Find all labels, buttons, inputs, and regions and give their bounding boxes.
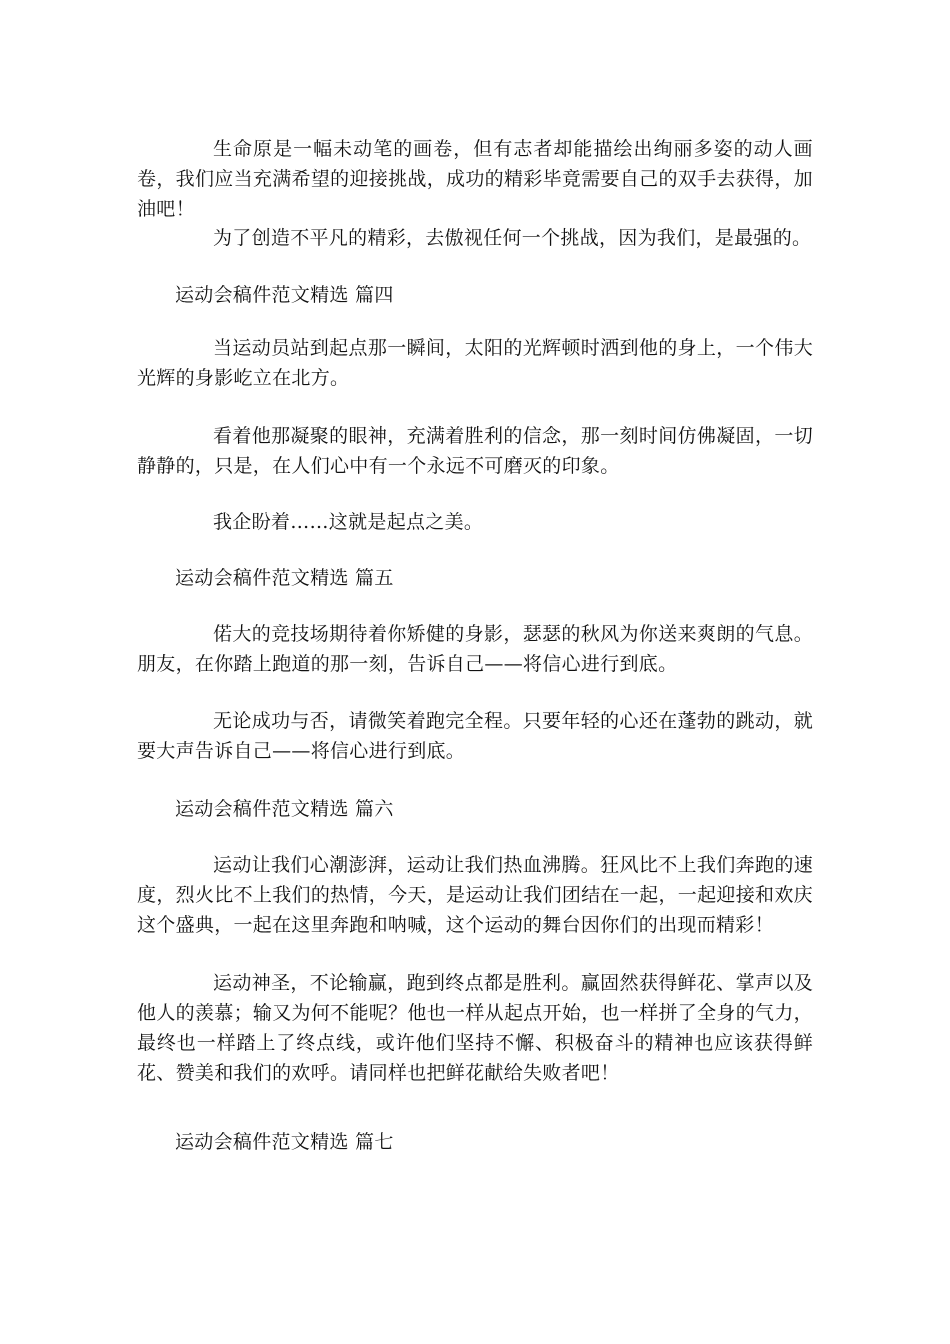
paragraph-3: 当运动员站到起点那一瞬间，太阳的光辉顿时洒到他的身上，一个伟大光辉的身影屹立在北方。 bbox=[137, 337, 813, 389]
paragraph-4: 看着他那凝聚的眼神，充满着胜利的信念，那一刻时间仿佛凝固，一切静静的，只是，在人们心中有一个永远不可磨灭的印象。 bbox=[137, 425, 813, 477]
paragraph-7: 无论成功与否，请微笑着跑完全程。只要年轻的心还在蓬勃的跳动，就要大声告诉自己——将信心进行到底。 bbox=[137, 710, 813, 762]
paragraph-2: 为了创造不平凡的精彩，去傲视任何一个挑战，因为我们，是最强的。 bbox=[213, 227, 812, 249]
paragraph-9: 运动神圣，不论输赢，跑到终点都是胜利。赢固然获得鲜花、掌声以及他人的羡慕；输又为何不能呢？他也一样从起点开始，也一样拼了全身的气力，最终也一样踏上了终点线，或许他们坚持不懈、积极奋斗的精神也应该获得鲜花、赞美和我们的欢呼。请同样也把鲜花献给失败者吧！ bbox=[137, 972, 813, 1084]
section-heading-6: 运动会稿件范文精选 篇六 bbox=[175, 798, 394, 820]
paragraph-8: 运动让我们心潮澎湃，运动让我们热血沸腾。狂风比不上我们奔跑的速度，烈火比不上我们的热情，今天，是运动让我们团结在一起，一起迎接和欢庆这个盛典，一起在这里奔跑和呐喊，这个运动的舞台因你们的出现而精彩！ bbox=[137, 854, 813, 936]
paragraph-6: 偌大的竞技场期待着你矫健的身影，瑟瑟的秋风为你送来爽朗的气息。朋友，在你踏上跑道的那一刻，告诉自己——将信心进行到底。 bbox=[137, 623, 813, 675]
section-heading-5: 运动会稿件范文精选 篇五 bbox=[175, 567, 394, 589]
section-heading-7: 运动会稿件范文精选 篇七 bbox=[175, 1131, 394, 1153]
section-heading-4: 运动会稿件范文精选 篇四 bbox=[175, 284, 394, 306]
paragraph-5: 我企盼着……这就是起点之美。 bbox=[213, 511, 484, 533]
paragraph-1: 生命原是一幅未动笔的画卷，但有志者却能描绘出绚丽多姿的动人画卷，我们应当充满希望的迎接挑战，成功的精彩毕竟需要自己的双手去获得，加油吧！ bbox=[137, 138, 813, 220]
